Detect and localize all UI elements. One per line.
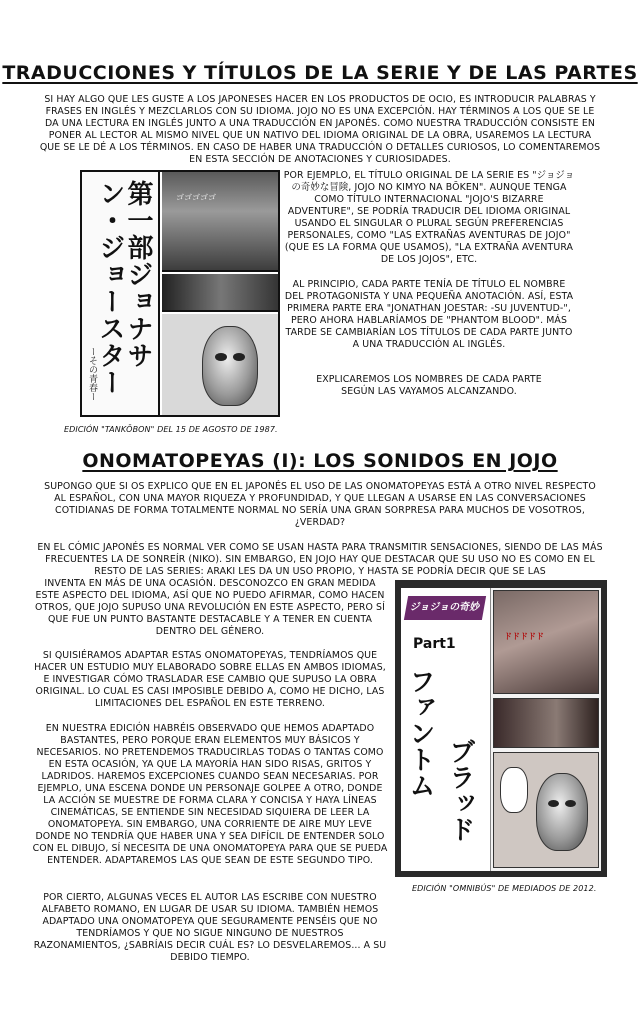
omnibus-panel-top xyxy=(493,590,599,694)
section2-paragraph-2a: EN EL CÓMIC JAPONÉS ES NORMAL VER COMO SE USAN HASTA PARA TRANSMITIR SENSACIONES, SIENDO DE LAS MÁS FRECUENTES LA DE SONREÍR (NIKO). SIN EMBARGO, EN JOJO HAY QUE DESTACAR QUE SU USO NO ES COMO EN EL RESTO DE LAS SERIES: ARAKI LES DA UN USO PROPIO, Y HASTA SE PODRÍA DECIR QUE SE LAS xyxy=(37,542,603,577)
section1-intro: SI HAY ALGO QUE LES GUSTE A LOS JAPONESES HACER EN LOS PRODUCTOS DE OCIO, ES INTRODUCIR PALABRAS Y FRASES EN INGLÉS Y MEZCLARLOS CON SU IDIOMA. JOJO NO ES UNA EXCEPCIÓN. HAY TÉRMINOS A LOS QUE SE LE DA UNA LECTURA EN INGLÉS JUNTO A UNA TRADUCCIÓN EN JAPONÉS. COMO NUESTRA TRADUCCIÓN CONSISTE EN PONER AL LECTOR AL MISMO NIVEL QUE UN NATIVO DEL IDIOMA ORIGINAL DE LA OBRA, USAREMOS LA LECTURA QUE SE LE DÉ A LOS TÉRMINOS. EN CASO DE HABER UNA TRADUCCIÓN O DETALLES CURIOSOS, LO COMENTAREMOS EN ESTA SECCIÓN DE ANOTACIONES Y CURIOSIDADES. xyxy=(39,94,601,165)
omnibus-panel-middle xyxy=(493,698,599,748)
tankobon-vertical-title: 第一部ジョナサン・ジョースター xyxy=(95,180,153,396)
tankobon-title-column xyxy=(82,172,160,415)
section2-paragraph-1: SUPONGO QUE SI OS EXPLICO QUE EN EL JAPONÉS EL USO DE LAS ONOMATOPEYAS ESTÁ A OTRO NIVEL RESPECTO AL ESPAÑOL, CON UNA MAYOR RIQUEZA Y PROFUNDIDAD, Y QUE LLEGAN A USARSE EN LAS CONVERSACIONES COTIDIANAS DE FORMA TOTALMENTE NORMAL NO SERÍA UNA GRAN SORPRESA PARA MUCHOS DE VOSOTROS, ¿VERDAD? xyxy=(44,481,596,528)
section2-paragraph-2b: INVENTA EN MÁS DE UNA OCASIÓN. DESCONOZCO EN GRAN MEDIDA ESTE ASPECTO DEL IDIOMA, ASÍ QUE NO PUEDO AFIRMAR, COMO HACEN OTROS, QUE JOJO SUPUSO UNA REVOLUCIÓN EN ESTE ASPECTO, PERO SÍ QUE FUE UN PUNTO BASTANTE DESTACABLE Y A TENER EN CUENTA DENTRO DEL GÉNERO. xyxy=(35,578,385,637)
omnibus-sfx: ドドドドド xyxy=(504,632,544,641)
omnibus-book-page xyxy=(401,588,601,871)
section2-title: ONOMATOPEYAS (I): LOS SONIDOS EN JOJO xyxy=(82,450,558,472)
omnibus-panel-bottom xyxy=(493,752,599,868)
tankobon-page-image xyxy=(80,170,280,417)
omnibus-title-column xyxy=(401,588,491,871)
section1-title: TRADUCCIONES Y TÍTULOS DE LA SERIE Y DE LAS PARTES xyxy=(2,62,638,84)
section1-paragraph-3: EXPLICAREMOS LOS NOMBRES DE CADA PARTE SEGÚN LAS VAYAMOS ALCANZANDO. xyxy=(316,374,542,397)
part-label: Part1 xyxy=(413,636,456,652)
tankobon-caption: EDICIÓN "TANKŌBON" DEL 15 DE AGOSTO DE 1987. xyxy=(64,425,278,434)
speech-bubble xyxy=(500,767,528,813)
omnibus-caption: EDICIÓN "OMNIBÚS" DE MEDIADOS DE 2012. xyxy=(412,884,597,893)
stone-mask-drawing xyxy=(536,773,588,851)
manga-panel-bottom xyxy=(162,314,280,417)
section2-paragraph-5: POR CIERTO, ALGUNAS VECES EL AUTOR LAS ESCRIBE CON NUESTRO ALFABETO ROMANO, EN LUGAR DE USAR SU IDIOMA. TAMBIÉN HEMOS ADAPTADO UNA ONOMATOPEYA QUE SEGURAMENTE PENSÉIS QUE NO TENDRÍAMOS Y QUE NO SIGUE NINGUNO DE NUESTROS RAZONAMIENTOS, ¿SABRÍAIS DECIR CUÁL ES? LO DESVELAREMOS... A SU DEBIDO TIEMPO. xyxy=(33,892,387,963)
section1-paragraph-2: AL PRINCIPIO, CADA PARTE TENÍA DE TÍTULO EL NOMBRE DEL PROTAGONISTA Y UNA PEQUEÑA ANOTACIÓN. ASÍ, ESTA PRIMERA PARTE ERA "JONATHAN JOESTAR: -SU JUVENTUD-", PERO AHORA HABLARÍAMOS DE "PHANTOM BLOOD". MÁS TARDE SE CAMBIARÍAN LOS TÍTULOS DE CADA PARTE JUNTO A UNA TRADUCCIÓN AL INGLÉS. xyxy=(284,279,574,350)
manga-panel-top xyxy=(162,172,280,272)
section2-paragraph-3: SI QUISIÉRAMOS ADAPTAR ESTAS ONOMATOPEYAS, TENDRÍAMOS QUE HACER UN ESTUDIO MUY ELABORADO SOBRE ELLAS EN AMBOS IDIOMAS, E INVESTIGAR CÓMO TRASLADAR ESE CAMBIO QUE SUPUSO LA OBRA ORIGINAL. LO CUAL ES CASI IMPOSIBLE DEBIDO A, COMO HE DICHO, LAS LIMITACIONES DEL ESPAÑOL EN ESTE TERRENO. xyxy=(34,650,386,709)
omnibus-photo xyxy=(395,580,607,877)
section1-paragraph-1: POR EJEMPLO, EL TÍTULO ORIGINAL DE LA SERIE ES "ジョジョの奇妙な冒険, JOJO NO KIMYO NA BŌKEN". AUNQUE TENGA COMO TÍTULO INTERNACIONAL "JOJO'S BIZARRE ADVENTURE", SE PODRÍA TRADUCIR DEL IDIOMA ORIGINAL USANDO EL SINGULAR O PLURAL SEGÚN PREFERENCIAS PERSONALES, COMO "LAS EXTRAÑAS AVENTURAS DE JOJO" (QUE ES LA FORMA QUE USAMOS), "LA EXTRAÑA AVENTURA DE LOS JOJOS", ETC. xyxy=(283,170,575,265)
vertical-title-blood: ブラッド xyxy=(445,738,475,842)
vertical-title-phantom: ファントム xyxy=(405,668,435,798)
section2-paragraph-4: EN NUESTRA EDICIÓN HABRÉIS OBSERVADO QUE HEMOS ADAPTADO BASTANTES, PERO PORQUE ERAN ELEMENTOS MUY BÁSICOS Y NECESARIOS. NO PRETENDEMOS TRADUCIRLAS TODAS O TANTAS COMO EN ESTA OCASIÓN, YA QUE LA MAYORÍA HAN SIDO RISAS, GRITOS Y LADRIDOS. HAREMOS EXCEPCIONES CUANDO SEAN NECESARIAS. POR EJEMPLO, UNA ESCENA DONDE UN PERSONAJE GOLPEE A OTRO, DONDE LA ACCIÓN SE MUESTRE DE FORMA CLARA Y CONCISA Y HAYA LÍNEAS CINEMÁTICAS, SE ENTIENDE SIN NECESIDAD SIQUIERA DE LEER LA ONOMATOPEYA. SIN EMBARGO, UNA CORRIENTE DE AIRE MUY LEVE DONDE NO TENDRÍA QUE HABER UNA Y SEA DIFÍCIL DE ENTENDER SOLO CON EL DIBUJO, SÍ NECESITA DE UNA ONOMATOPEYA PARA QUE SE PUEDA ENTENDER. ADAPTAREMOS LAS QUE SEAN DE ESTE SEGUNDO TIPO. xyxy=(32,723,388,866)
manga-panel-middle xyxy=(162,274,280,312)
tankobon-vertical-subtitle: ーその青春ー xyxy=(87,347,97,401)
stone-mask-drawing xyxy=(202,326,258,406)
manga-sfx: ゴゴゴゴゴ xyxy=(176,193,216,202)
jojo-logo: ジョジョの奇妙な冒険 xyxy=(404,596,486,620)
